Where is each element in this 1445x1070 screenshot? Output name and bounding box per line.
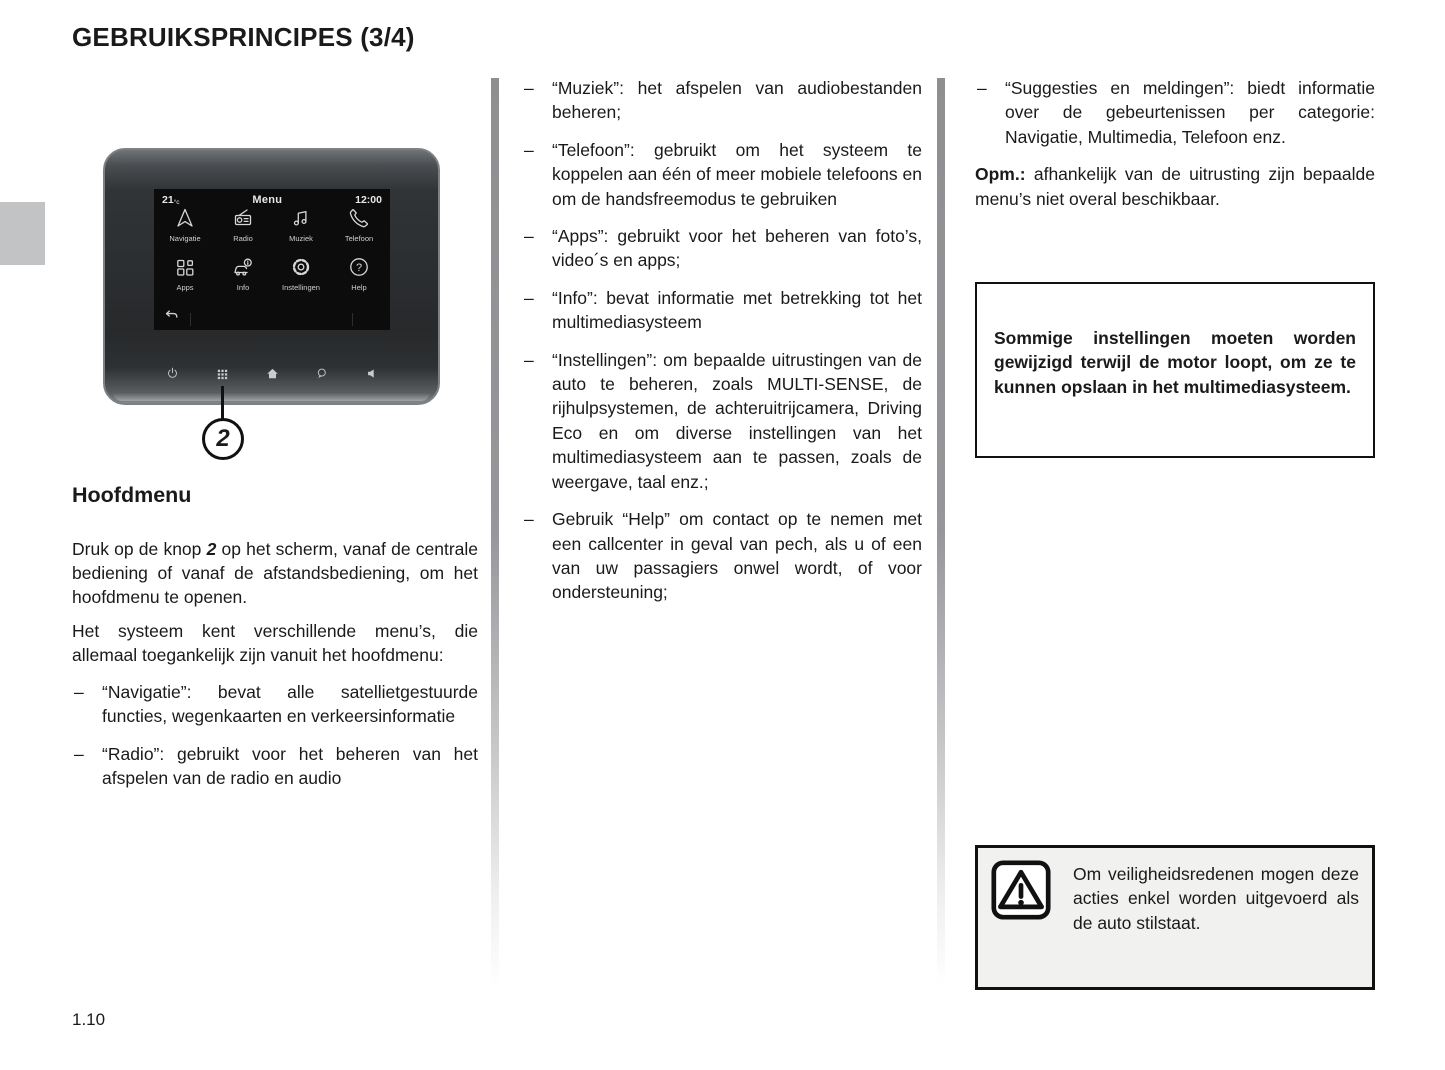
list-item: – “Radio”: gebruikt voor het beheren van het afspelen van de radio en audio [72, 742, 478, 791]
screen-menu-title: Menu [252, 194, 283, 206]
list-item: – “Navigatie”: bevat alle satellietgestuurde functies, wegenkaarten en verkeersinformatie [72, 680, 478, 729]
gear-icon [289, 255, 313, 281]
screen-divider [352, 313, 353, 326]
list-item: – “Info”: bevat informatie met betrekking tot het multimediasysteem [522, 286, 922, 335]
menu-item-telefoon [330, 206, 388, 243]
apps-grid-icon [173, 255, 197, 281]
radio-icon [231, 206, 255, 232]
music-notes-icon [289, 206, 313, 232]
car-info-icon [231, 255, 255, 281]
column-separator [937, 78, 945, 986]
menu-item-navigatie [156, 206, 214, 243]
navigation-arrow-icon [173, 206, 197, 232]
warning-box [975, 845, 1375, 990]
voice-recognition-icon [314, 366, 329, 386]
screen-status-bar [154, 189, 390, 206]
section-heading: Hoofdmenu [72, 483, 192, 507]
warning-text: Om veiligheidsredenen mogen deze acties enkel worden uitgevoerd als de auto stilstaat. [1073, 864, 1359, 933]
svg-text:?: ? [355, 261, 363, 274]
display-screen [154, 189, 390, 330]
callout-2-marker: 2 [202, 418, 244, 460]
paragraph: Druk op de knop 2 op het scherm, vanaf de centrale bediening of vanaf de afstandsbediening, om het hoofdmenu te openen. [72, 538, 478, 608]
menu-item-label: Radio [233, 234, 253, 243]
menu-item-muziek [272, 206, 330, 243]
paragraph: Het systeem kent verschillende menu’s, die allemaal toegankelijk zijn vanuit het hoofdmenu: [72, 620, 478, 665]
question-mark-icon [347, 255, 371, 281]
menu-item-instellingen [272, 255, 330, 292]
speaker-icon [364, 366, 379, 386]
clock-readout: 12:00 [355, 194, 382, 206]
bullet-list [72, 680, 478, 804]
menu-item-apps [156, 255, 214, 292]
back-arrow-icon [162, 307, 179, 326]
bullet-list [975, 76, 1375, 149]
bullet-list [522, 76, 922, 618]
note-paragraph: Opm.: afhankelijk van de uitrusting zijn bepaalde menu’s niet overal beschikbaar. [975, 164, 1375, 209]
list-item: – “Apps”: gebruikt voor het beheren van foto’s, video´s en apps; [522, 224, 922, 273]
page-number: 1.10 [72, 1010, 106, 1029]
menu-grid-icon [215, 366, 230, 386]
list-item: – “Telefoon”: gebruikt om het systeem te koppelen aan één of meer mobiele telefoons en om de handsfreemodus te gebruiken [522, 138, 922, 211]
home-icon [265, 366, 280, 386]
multimedia-display-illustration [103, 148, 440, 405]
menu-item-label: Help [351, 283, 367, 292]
screen-divider [190, 313, 191, 326]
menu-item-label: Apps [176, 283, 194, 292]
column-separator [491, 78, 499, 986]
list-item: – “Suggesties en meldingen”: biedt informatie over de gebeurtenissen per categorie: Navigatie, Multimedia, Telefoon enz. [975, 76, 1375, 149]
menu-item-help [330, 255, 388, 292]
button-reference: 2 [206, 538, 217, 559]
list-item: – “Muziek”: het afspelen van audiobestanden beheren; [522, 76, 922, 125]
menu-item-label: Navigatie [169, 234, 201, 243]
menu-item-info [214, 255, 272, 292]
warning-triangle-icon [991, 860, 1051, 920]
menu-icon-grid [156, 206, 388, 292]
callout-line [221, 386, 224, 420]
info-box: Sommige instellingen moeten worden gewijzigd terwijl de motor loopt, om ze te kunnen opslaan in het multimediasysteem. [975, 282, 1375, 458]
bezel-button-row [165, 366, 379, 386]
list-item: – “Instellingen”: om bepaalde uitrustingen van de auto te beheren, zoals MULTI-SENSE, de rijhulpsystemen, de achteruitrijcamera, Driving Eco en om diverse instellingen van het multimediasysteem aan te passen, zoals de weergave, taal enz.; [522, 348, 922, 494]
list-item: – Gebruik “Help” om contact op te nemen met een callcenter in geval van pech, als u of een van uw passagiers onwel wordt, of voor ondersteuning; [522, 507, 922, 605]
menu-item-label: Muziek [289, 234, 313, 243]
note-label: Opm.: [975, 164, 1026, 185]
phone-icon [347, 206, 371, 232]
menu-item-label: Info [236, 283, 250, 292]
temperature-readout: 21°c [162, 194, 180, 206]
right-column [975, 76, 1375, 229]
menu-item-label: Telefoon [344, 234, 374, 243]
page-title: GEBRUIKSPRINCIPES (3/4) [72, 22, 415, 52]
menu-item-label: Instellingen [282, 283, 320, 292]
menu-item-radio [214, 206, 272, 243]
chapter-side-tab [0, 202, 45, 265]
power-icon [165, 366, 180, 386]
